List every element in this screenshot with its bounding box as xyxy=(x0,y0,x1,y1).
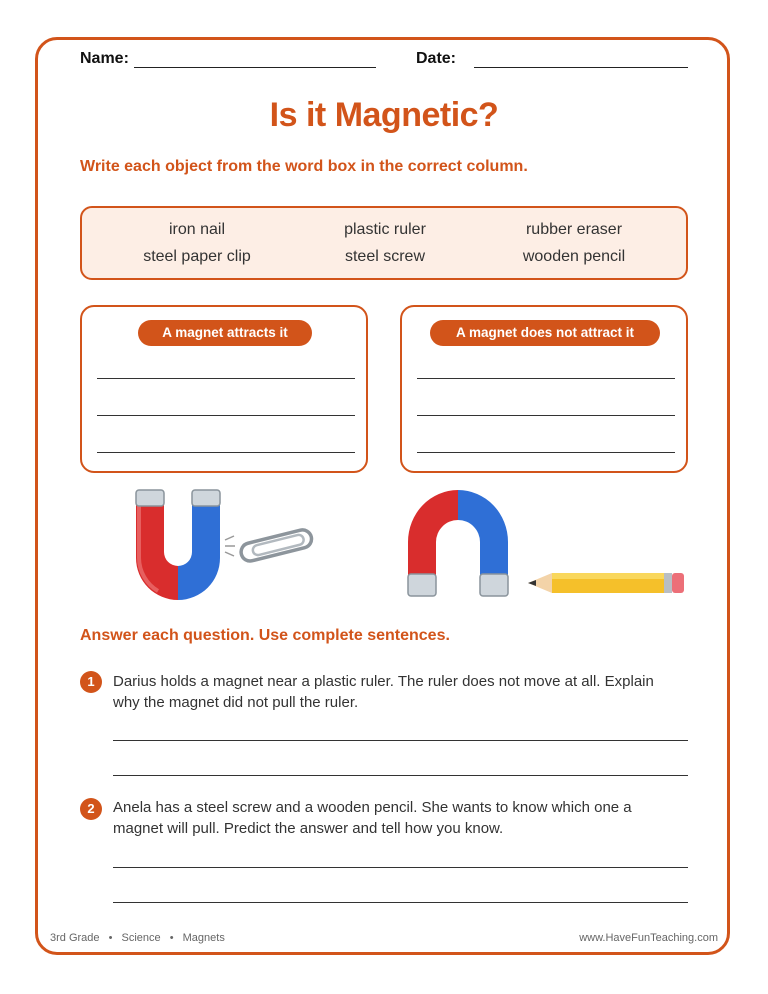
word-item: steel screw xyxy=(344,248,426,265)
word-item: rubber eraser xyxy=(525,221,623,238)
website-link[interactable]: www.HaveFunTeaching.com xyxy=(579,932,718,944)
question-text xyxy=(113,671,688,713)
subject-tag: Science xyxy=(121,932,161,944)
magnet-paperclip-illustration xyxy=(128,488,323,603)
word-item: wooden pencil xyxy=(522,248,626,265)
question-number: 1 xyxy=(80,671,102,693)
answer-line[interactable] xyxy=(113,740,688,741)
paper-clip-icon xyxy=(225,528,313,563)
name-label: Name: xyxy=(80,50,129,67)
questions-instructions: Answer each question. Use complete sentences. xyxy=(80,627,450,644)
page-title: Is it Magnetic? xyxy=(269,96,499,134)
answer-line[interactable] xyxy=(417,415,675,416)
answer-line[interactable] xyxy=(417,378,675,379)
question-line: magnet will pull. Predict the answer and tell how you know. xyxy=(113,820,504,837)
grade-tag: 3rd Grade xyxy=(50,932,100,944)
magnet-icon xyxy=(136,490,220,600)
answer-line[interactable] xyxy=(113,775,688,776)
question-line: Darius holds a magnet near a plastic ruler. The ruler does not move at all. Explain xyxy=(113,673,654,690)
not-attracts-heading: A magnet does not attract it xyxy=(430,320,660,346)
question-text xyxy=(113,797,688,839)
pencil-icon xyxy=(528,573,684,593)
question-number: 2 xyxy=(80,798,102,820)
separator: • xyxy=(169,932,174,944)
word-item: plastic ruler xyxy=(344,221,426,238)
word-item: steel paper clip xyxy=(143,248,251,265)
magnet-pencil-illustration xyxy=(404,488,689,603)
answer-line[interactable] xyxy=(97,452,355,453)
answer-line[interactable] xyxy=(113,867,688,868)
separator: • xyxy=(108,932,113,944)
answer-line[interactable] xyxy=(417,452,675,453)
name-field[interactable] xyxy=(134,67,376,68)
magnet-icon xyxy=(408,490,508,596)
answer-line[interactable] xyxy=(97,415,355,416)
word-box-instructions: Write each object from the word box in the correct column. xyxy=(80,158,528,175)
answer-line[interactable] xyxy=(97,378,355,379)
question-line: Anela has a steel screw and a wooden pencil. She wants to know which one a xyxy=(113,799,632,816)
not-attracts-column xyxy=(400,305,688,473)
word-item: iron nail xyxy=(168,221,226,238)
date-field[interactable] xyxy=(474,67,688,68)
question-line: why the magnet did not pull the ruler. xyxy=(113,694,359,711)
answer-line[interactable] xyxy=(113,902,688,903)
topic-tag: Magnets xyxy=(182,932,225,944)
word-box xyxy=(80,206,688,280)
date-label: Date: xyxy=(416,50,457,67)
attracts-column xyxy=(80,305,368,473)
attracts-heading: A magnet attracts it xyxy=(138,320,312,346)
footer-tags xyxy=(50,932,225,944)
